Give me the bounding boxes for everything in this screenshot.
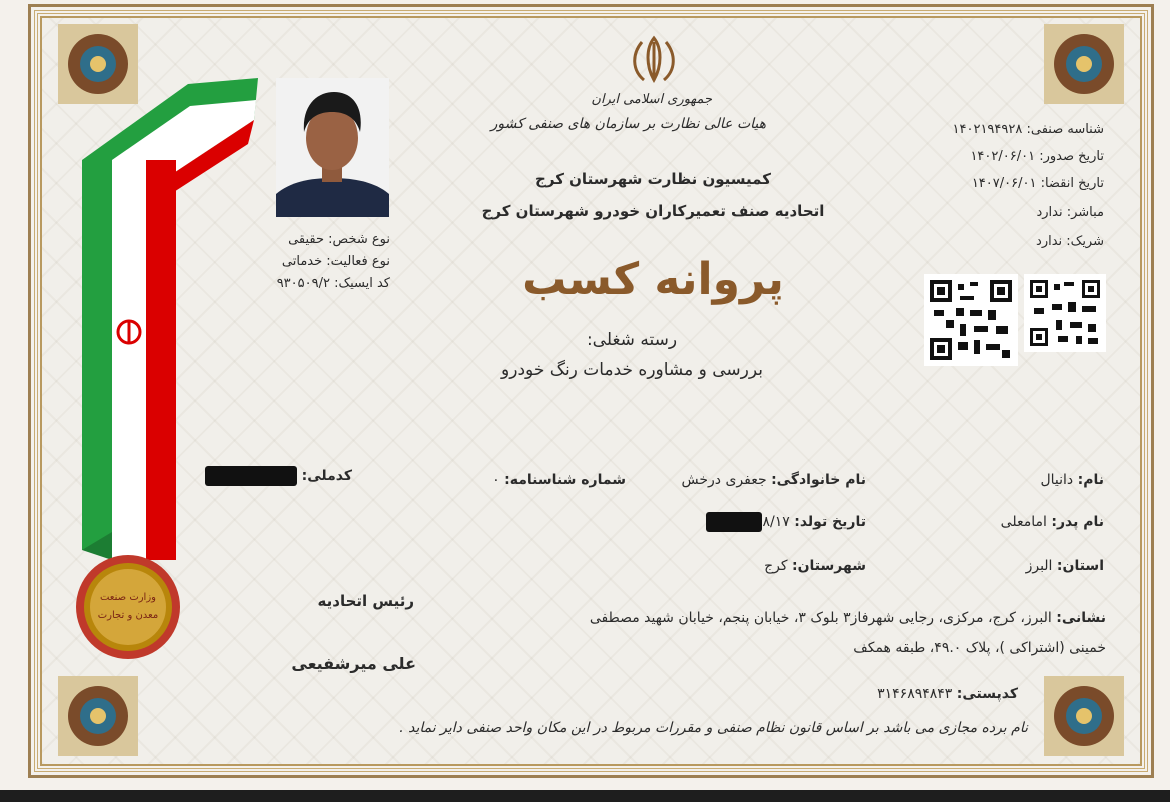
national-code-field xyxy=(200,466,352,486)
corner-ornament-bottom-left-icon xyxy=(56,674,140,758)
city-field xyxy=(720,558,866,574)
national-code-redaction xyxy=(205,466,297,486)
footer-note: نام برده مجازی می باشد بر اساس قانون نظام صنفی و مقررات مربوط در این مکان واحد صنفی دایر نماید . xyxy=(399,720,1028,736)
id-number-value: ۰ xyxy=(492,472,500,488)
birth-date-field xyxy=(696,512,866,532)
postal-code-field xyxy=(840,686,1018,702)
national-emblem-icon xyxy=(626,34,682,84)
activity-type: نوع فعالیت: خدماتی xyxy=(281,254,390,269)
national-code-label: کدملی: xyxy=(301,468,352,484)
birth-date-redaction xyxy=(706,512,762,532)
bottom-strip xyxy=(0,790,1170,802)
province-field xyxy=(960,558,1104,574)
last-name-value: جعفری درخش xyxy=(681,472,767,488)
partner-info: شریک: ندارد xyxy=(1036,234,1104,249)
flag-ribbon-icon xyxy=(78,70,263,570)
address-value-line-2: خمینی (اشتراکی )، پلاک ۴۹.۰، طبقه همکف xyxy=(853,640,1106,656)
birth-date-label: تاریخ تولد: xyxy=(794,514,866,530)
board-title: هیات عالی نظارت بر سازمان های صنفی کشور xyxy=(490,116,766,132)
id-number-label: شماره شناسنامه: xyxy=(504,472,626,488)
address-value-line-1: البرز، کرج، مرکزی، رجایی شهرفاز۳ بلوک ۳، خیابان پنجم، خیابان شهید مصطفی xyxy=(589,610,1052,626)
commission-title: کمیسیون نظارت شهرستان کرج xyxy=(535,170,771,188)
svg-text:معدن و تجارت: معدن و تجارت xyxy=(97,610,159,621)
province-label: استان: xyxy=(1056,558,1104,574)
signature-name: علی میرشفیعی xyxy=(291,654,416,673)
svg-text:وزارت صنعت: وزارت صنعت xyxy=(99,592,157,603)
expiry-date: تاریخ انقضا: ۱۴۰۷/۰۶/۰۱ xyxy=(971,176,1104,191)
id-number-field xyxy=(480,472,626,488)
postal-code-label: کدپستی: xyxy=(956,686,1018,702)
father-name-value: امامعلی xyxy=(1000,514,1047,530)
issue-date: تاریخ صدور: ۱۴۰۲/۰۶/۰۱ xyxy=(970,149,1104,164)
birth-date-value: ۸/۱۷ xyxy=(762,514,790,530)
category-value: بررسی و مشاوره خدمات رنگ خودرو xyxy=(501,360,763,380)
corner-ornament-top-right-icon xyxy=(1042,22,1126,106)
isic-code: کد ایسیک: ۹۳۰۵۰۹/۲ xyxy=(276,276,390,291)
union-title: اتحادیه صنف تعمیرکاران خودرو شهرستان کرج xyxy=(481,202,825,220)
father-name-label: نام پدر: xyxy=(1051,514,1104,530)
first-name-value: دانیال xyxy=(1040,472,1074,488)
first-name-label: نام: xyxy=(1077,472,1104,488)
corner-ornament-bottom-right-icon xyxy=(1042,674,1126,758)
last-name-label: نام خانوادگی: xyxy=(771,472,866,488)
guild-id: شناسه صنفی: ۱۴۰۲۱۹۴۹۲۸ xyxy=(952,122,1104,137)
applicant-photo xyxy=(276,78,389,217)
manager-info: مباشر: ندارد xyxy=(1036,205,1104,220)
last-name-field xyxy=(648,472,866,488)
license-title: پروانه کسب xyxy=(522,254,784,305)
ministry-seal-icon xyxy=(72,552,184,662)
first-name-field xyxy=(960,472,1104,488)
address-line-1 xyxy=(500,610,1106,626)
postal-code-value: ۳۱۴۶۸۹۴۸۴۳ xyxy=(877,686,953,702)
father-name-field xyxy=(960,514,1104,530)
address-label: نشانی: xyxy=(1056,610,1106,626)
qr-code-small-icon xyxy=(1024,274,1106,352)
republic-title: جمهوری اسلامی ایران xyxy=(591,92,712,107)
category-label: رسته شغلی: xyxy=(586,330,678,350)
city-label: شهرستان: xyxy=(791,558,866,574)
city-value: کرج xyxy=(764,558,788,574)
province-value: البرز xyxy=(1025,558,1053,574)
signature-role: رئیس اتحادیه xyxy=(317,592,414,610)
qr-code-large-icon xyxy=(924,274,1018,366)
person-type: نوع شخص: حقیقی xyxy=(288,232,390,247)
